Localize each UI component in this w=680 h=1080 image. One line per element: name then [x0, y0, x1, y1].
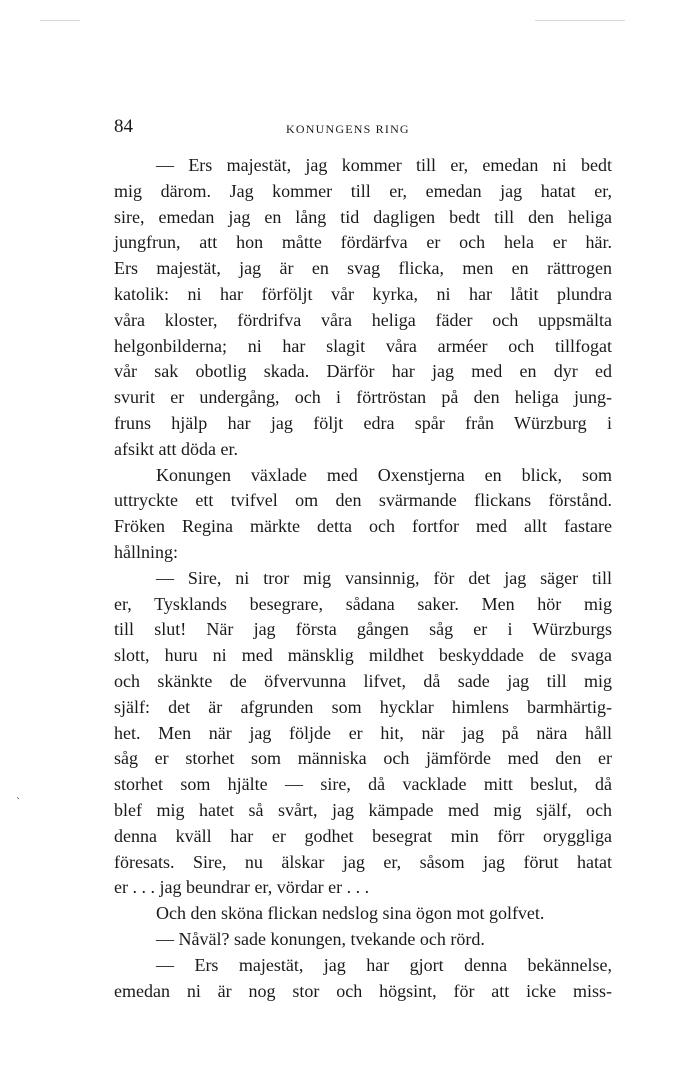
text-line: våra kloster, fördrifva våra heliga fäder och uppsmälta [114, 309, 612, 330]
text-line: — Ers majestät, jag har gjort denna bekännelse, [156, 954, 612, 975]
text-line: — Sire, ni tror mig vansinnig, för det jag säger till [156, 567, 612, 588]
text-line: er . . . jag beundrar er, vördar er . . . [114, 877, 370, 898]
text-line: emedan ni är nog stor och högsint, för att icke miss- [114, 980, 612, 1001]
text-line: Ers majestät, jag är en svag flicka, men en rättrogen [114, 258, 612, 279]
page-header [114, 116, 612, 140]
text-line: uttryckte ett tvifvel om den svärmande flickans förstånd. [114, 490, 612, 511]
text-line: Och den sköna flickan nedslog sina ögon mot golfvet. [156, 903, 545, 924]
text-line: denna kväll har er godhet besegrat min förr oryggliga [114, 825, 612, 846]
body-text [114, 153, 612, 1004]
text-line: till slut! När jag första gången såg er i Würzburgs [114, 619, 612, 640]
text-line: svurit er undergång, och i förtröstan på den heliga jung- [114, 387, 612, 408]
text-line: helgonbilderna; ni har slagit våra arméer och tillfogat [114, 335, 612, 356]
text-line: Konungen växlade med Oxenstjerna en blick, som [156, 464, 612, 485]
running-title: KONUNGENS RING [286, 122, 410, 136]
text-line: jungfrun, att hon måtte fördärfva er och hela er här. [114, 232, 612, 253]
page-number: 84 [114, 116, 133, 137]
text-line: het. Men när jag följde er hit, när jag på nära håll [114, 722, 612, 743]
text-line: själf: det är afgrunden som hycklar himlens barmhärtig- [114, 696, 612, 717]
text-line: föresats. Sire, nu älskar jag er, såsom jag förut hatat [114, 851, 612, 872]
scan-speck [40, 20, 80, 21]
text-line: vår sak obotlig skada. Därför har jag med en dyr ed [114, 361, 612, 382]
text-line: Fröken Regina märkte detta och fortfor med allt fastare [114, 516, 612, 537]
text-line: — Nåväl? sade konungen, tvekande och rörd. [156, 928, 485, 949]
text-line: och skänkte de öfvervunna lifvet, då sade jag till mig [114, 670, 612, 691]
text-line: storhet som hjälte — sire, då vacklade mitt beslut, då [114, 774, 612, 795]
text-line: fruns hjälp har jag följt edra spår från Würzburg i [114, 412, 612, 433]
text-line: såg er storhet som människa och jämförde med den er [114, 748, 612, 769]
text-line: katolik: ni har förföljt vår kyrka, ni har låtit plundra [114, 283, 612, 304]
text-line: slott, huru ni med mänsklig mildhet beskyddade de svaga [114, 645, 612, 666]
text-line: hållning: [114, 541, 178, 562]
stray-mark: ` [16, 797, 21, 808]
text-line: afsikt att döda er. [114, 438, 238, 459]
text-line: — Ers majestät, jag kommer till er, emedan ni bedt [156, 155, 612, 175]
text-line: blef mig hatet så svårt, jag kämpade med mig själf, och [114, 799, 612, 820]
text-line: sire, emedan jag en lång tid dagligen bedt till den heliga [114, 206, 612, 227]
scan-speck [535, 20, 625, 21]
text-line: er, Tysklands besegrare, sådana saker. Men hör mig [114, 593, 612, 614]
text-line: mig därom. Jag kommer till er, emedan jag hatat er, [114, 180, 612, 201]
